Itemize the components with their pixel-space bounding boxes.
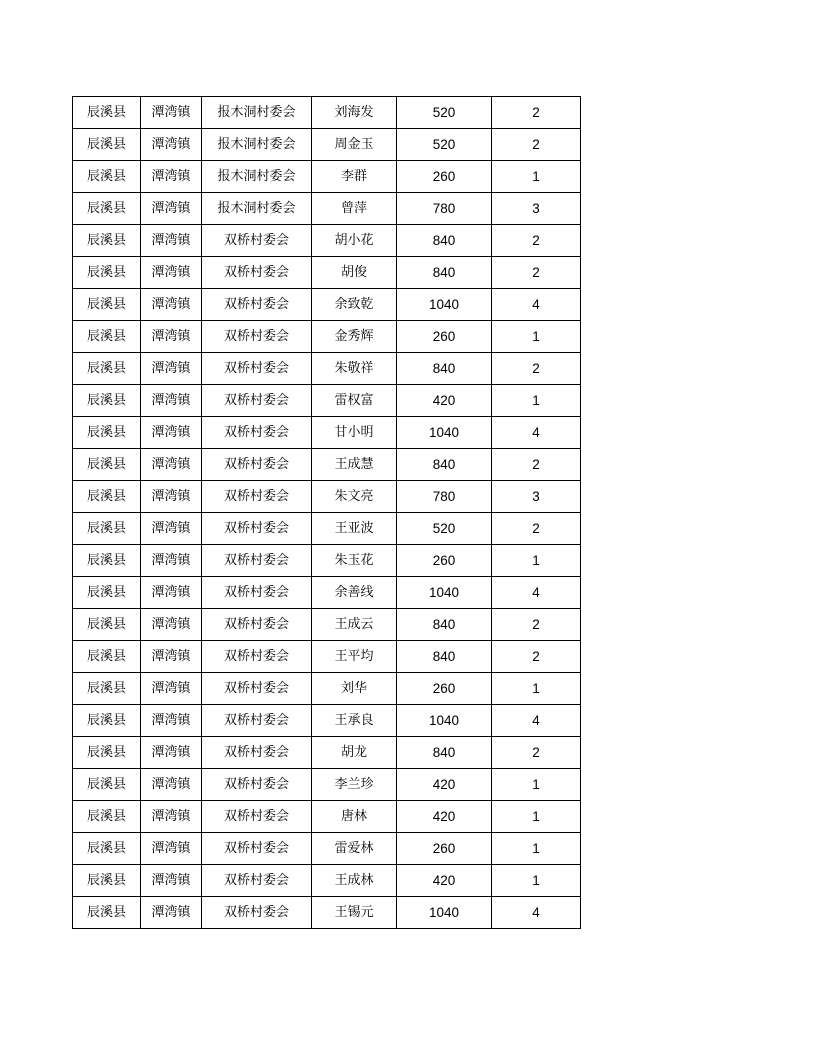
village-cell: 双桥村委会 (202, 673, 312, 705)
amount-cell: 260 (397, 833, 492, 865)
household-count-cell: 2 (492, 129, 581, 161)
household-count-cell: 1 (492, 321, 581, 353)
amount-cell: 260 (397, 545, 492, 577)
person-name-cell: 余善线 (312, 577, 397, 609)
village-cell: 双桥村委会 (202, 417, 312, 449)
amount-cell: 1040 (397, 289, 492, 321)
table-row (73, 449, 581, 481)
amount-cell: 780 (397, 193, 492, 225)
table-row (73, 193, 581, 225)
amount-cell: 840 (397, 449, 492, 481)
county-cell: 辰溪县 (73, 193, 141, 225)
household-count-cell: 1 (492, 769, 581, 801)
village-cell: 双桥村委会 (202, 353, 312, 385)
county-cell: 辰溪县 (73, 385, 141, 417)
village-cell: 报木洞村委会 (202, 193, 312, 225)
county-cell: 辰溪县 (73, 225, 141, 257)
table-row (73, 481, 581, 513)
table-row (73, 833, 581, 865)
household-count-cell: 2 (492, 609, 581, 641)
person-name-cell: 曾萍 (312, 193, 397, 225)
village-cell: 双桥村委会 (202, 513, 312, 545)
village-cell: 双桥村委会 (202, 641, 312, 673)
person-name-cell: 王成林 (312, 865, 397, 897)
person-name-cell: 王亚波 (312, 513, 397, 545)
person-name-cell: 朱玉花 (312, 545, 397, 577)
village-cell: 双桥村委会 (202, 705, 312, 737)
household-count-cell: 2 (492, 641, 581, 673)
household-count-cell: 1 (492, 161, 581, 193)
village-cell: 双桥村委会 (202, 577, 312, 609)
household-count-cell: 2 (492, 513, 581, 545)
roster-table (72, 96, 581, 929)
amount-cell: 1040 (397, 577, 492, 609)
household-count-cell: 2 (492, 225, 581, 257)
person-name-cell: 王平均 (312, 641, 397, 673)
town-cell: 潭湾镇 (141, 609, 202, 641)
person-name-cell: 李群 (312, 161, 397, 193)
county-cell: 辰溪县 (73, 513, 141, 545)
town-cell: 潭湾镇 (141, 129, 202, 161)
county-cell: 辰溪县 (73, 161, 141, 193)
town-cell: 潭湾镇 (141, 513, 202, 545)
village-cell: 双桥村委会 (202, 225, 312, 257)
household-count-cell: 2 (492, 97, 581, 129)
table-row (73, 801, 581, 833)
table-row (73, 353, 581, 385)
table-row (73, 577, 581, 609)
town-cell: 潭湾镇 (141, 353, 202, 385)
amount-cell: 260 (397, 321, 492, 353)
town-cell: 潭湾镇 (141, 417, 202, 449)
village-cell: 双桥村委会 (202, 481, 312, 513)
town-cell: 潭湾镇 (141, 833, 202, 865)
county-cell: 辰溪县 (73, 865, 141, 897)
village-cell: 双桥村委会 (202, 737, 312, 769)
village-cell: 双桥村委会 (202, 833, 312, 865)
village-cell: 双桥村委会 (202, 801, 312, 833)
household-count-cell: 2 (492, 257, 581, 289)
household-count-cell: 2 (492, 737, 581, 769)
table-row (73, 673, 581, 705)
household-count-cell: 3 (492, 481, 581, 513)
village-cell: 双桥村委会 (202, 385, 312, 417)
amount-cell: 840 (397, 257, 492, 289)
county-cell: 辰溪县 (73, 577, 141, 609)
household-count-cell: 2 (492, 353, 581, 385)
person-name-cell: 雷权富 (312, 385, 397, 417)
village-cell: 双桥村委会 (202, 257, 312, 289)
table-row (73, 641, 581, 673)
person-name-cell: 胡俊 (312, 257, 397, 289)
town-cell: 潭湾镇 (141, 801, 202, 833)
table-row (73, 417, 581, 449)
county-cell: 辰溪县 (73, 641, 141, 673)
amount-cell: 260 (397, 673, 492, 705)
person-name-cell: 王成云 (312, 609, 397, 641)
amount-cell: 1040 (397, 417, 492, 449)
person-name-cell: 甘小明 (312, 417, 397, 449)
amount-cell: 420 (397, 801, 492, 833)
county-cell: 辰溪县 (73, 545, 141, 577)
town-cell: 潭湾镇 (141, 865, 202, 897)
town-cell: 潭湾镇 (141, 641, 202, 673)
person-name-cell: 王锡元 (312, 897, 397, 929)
household-count-cell: 1 (492, 801, 581, 833)
town-cell: 潭湾镇 (141, 737, 202, 769)
town-cell: 潭湾镇 (141, 289, 202, 321)
amount-cell: 780 (397, 481, 492, 513)
county-cell: 辰溪县 (73, 97, 141, 129)
village-cell: 双桥村委会 (202, 321, 312, 353)
county-cell: 辰溪县 (73, 353, 141, 385)
person-name-cell: 王承良 (312, 705, 397, 737)
person-name-cell: 朱敬祥 (312, 353, 397, 385)
person-name-cell: 王成慧 (312, 449, 397, 481)
household-count-cell: 1 (492, 833, 581, 865)
town-cell: 潭湾镇 (141, 385, 202, 417)
amount-cell: 840 (397, 609, 492, 641)
table-row (73, 225, 581, 257)
person-name-cell: 金秀辉 (312, 321, 397, 353)
county-cell: 辰溪县 (73, 289, 141, 321)
person-name-cell: 雷爱林 (312, 833, 397, 865)
town-cell: 潭湾镇 (141, 449, 202, 481)
person-name-cell: 周金玉 (312, 129, 397, 161)
town-cell: 潭湾镇 (141, 897, 202, 929)
table-row (73, 513, 581, 545)
person-name-cell: 李兰珍 (312, 769, 397, 801)
household-count-cell: 4 (492, 417, 581, 449)
person-name-cell: 唐林 (312, 801, 397, 833)
amount-cell: 840 (397, 641, 492, 673)
household-count-cell: 1 (492, 865, 581, 897)
household-count-cell: 3 (492, 193, 581, 225)
county-cell: 辰溪县 (73, 897, 141, 929)
table-row (73, 161, 581, 193)
town-cell: 潭湾镇 (141, 161, 202, 193)
amount-cell: 840 (397, 737, 492, 769)
town-cell: 潭湾镇 (141, 193, 202, 225)
county-cell: 辰溪县 (73, 481, 141, 513)
household-count-cell: 4 (492, 705, 581, 737)
person-name-cell: 胡小花 (312, 225, 397, 257)
household-count-cell: 1 (492, 385, 581, 417)
table-row (73, 257, 581, 289)
county-cell: 辰溪县 (73, 417, 141, 449)
person-name-cell: 刘华 (312, 673, 397, 705)
household-count-cell: 2 (492, 449, 581, 481)
roster-table-body (73, 97, 581, 929)
person-name-cell: 刘海发 (312, 97, 397, 129)
table-row (73, 737, 581, 769)
table-row (73, 289, 581, 321)
table-row (73, 865, 581, 897)
county-cell: 辰溪县 (73, 705, 141, 737)
town-cell: 潭湾镇 (141, 577, 202, 609)
household-count-cell: 1 (492, 545, 581, 577)
county-cell: 辰溪县 (73, 321, 141, 353)
village-cell: 双桥村委会 (202, 449, 312, 481)
village-cell: 双桥村委会 (202, 609, 312, 641)
town-cell: 潭湾镇 (141, 257, 202, 289)
amount-cell: 520 (397, 129, 492, 161)
town-cell: 潭湾镇 (141, 481, 202, 513)
table-row (73, 545, 581, 577)
table-row (73, 385, 581, 417)
table-row (73, 609, 581, 641)
table-row (73, 97, 581, 129)
amount-cell: 1040 (397, 897, 492, 929)
person-name-cell: 朱文亮 (312, 481, 397, 513)
amount-cell: 840 (397, 353, 492, 385)
county-cell: 辰溪县 (73, 769, 141, 801)
county-cell: 辰溪县 (73, 833, 141, 865)
village-cell: 报木洞村委会 (202, 129, 312, 161)
county-cell: 辰溪县 (73, 801, 141, 833)
town-cell: 潭湾镇 (141, 705, 202, 737)
village-cell: 报木洞村委会 (202, 97, 312, 129)
table-row (73, 129, 581, 161)
town-cell: 潭湾镇 (141, 673, 202, 705)
household-count-cell: 4 (492, 577, 581, 609)
town-cell: 潭湾镇 (141, 321, 202, 353)
county-cell: 辰溪县 (73, 257, 141, 289)
table-row (73, 321, 581, 353)
town-cell: 潭湾镇 (141, 769, 202, 801)
county-cell: 辰溪县 (73, 449, 141, 481)
amount-cell: 840 (397, 225, 492, 257)
amount-cell: 520 (397, 97, 492, 129)
amount-cell: 420 (397, 769, 492, 801)
person-name-cell: 胡龙 (312, 737, 397, 769)
amount-cell: 260 (397, 161, 492, 193)
amount-cell: 420 (397, 385, 492, 417)
household-count-cell: 1 (492, 673, 581, 705)
village-cell: 双桥村委会 (202, 545, 312, 577)
village-cell: 双桥村委会 (202, 897, 312, 929)
table-row (73, 897, 581, 929)
town-cell: 潭湾镇 (141, 545, 202, 577)
town-cell: 潭湾镇 (141, 97, 202, 129)
household-count-cell: 4 (492, 897, 581, 929)
amount-cell: 1040 (397, 705, 492, 737)
county-cell: 辰溪县 (73, 737, 141, 769)
household-count-cell: 4 (492, 289, 581, 321)
county-cell: 辰溪县 (73, 609, 141, 641)
county-cell: 辰溪县 (73, 129, 141, 161)
county-cell: 辰溪县 (73, 673, 141, 705)
person-name-cell: 余致乾 (312, 289, 397, 321)
village-cell: 双桥村委会 (202, 769, 312, 801)
village-cell: 双桥村委会 (202, 289, 312, 321)
table-row (73, 705, 581, 737)
village-cell: 双桥村委会 (202, 865, 312, 897)
town-cell: 潭湾镇 (141, 225, 202, 257)
table-row (73, 769, 581, 801)
amount-cell: 420 (397, 865, 492, 897)
village-cell: 报木洞村委会 (202, 161, 312, 193)
amount-cell: 520 (397, 513, 492, 545)
